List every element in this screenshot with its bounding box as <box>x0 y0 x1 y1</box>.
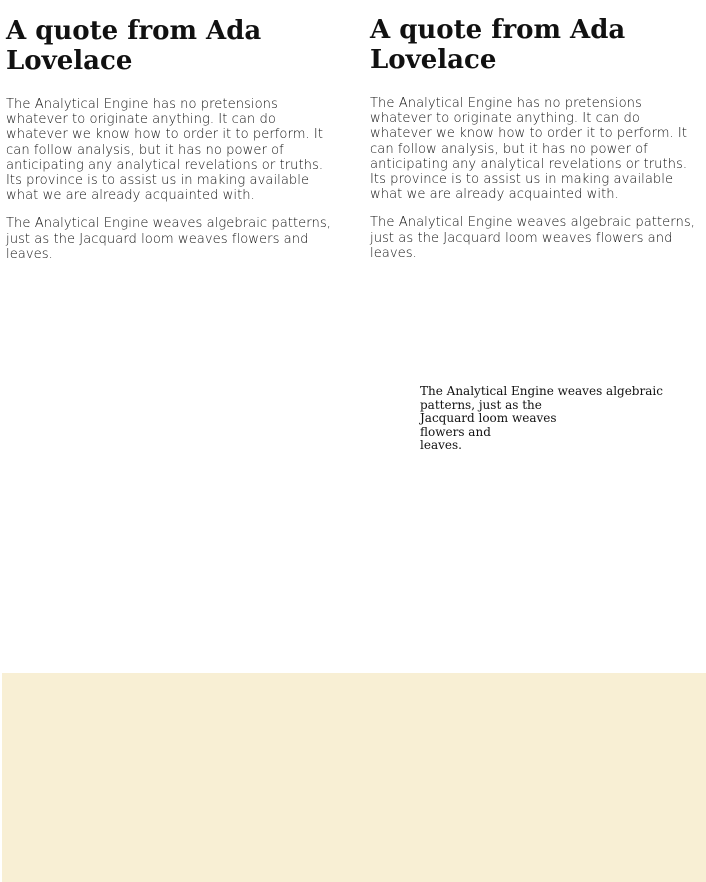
narrow-quote-line: patterns, just as the <box>420 397 542 412</box>
right-quote-paragraph-2: The Analytical Engine weaves algebraic patterns, just as the Jacquard loom weaves flowers and leaves. <box>370 215 695 261</box>
narrow-quote-block <box>420 384 663 453</box>
left-quote-paragraph-2: The Analytical Engine weaves algebraic patterns, just as the Jacquard loom weaves flowers and leaves. <box>6 216 331 262</box>
narrow-quote-line: Jacquard loom weaves <box>420 411 557 426</box>
left-quote-title: A quote from Ada Lovelace <box>6 16 262 76</box>
footer-panel <box>2 673 706 882</box>
narrow-quote-line: leaves. <box>420 438 462 453</box>
left-quote-paragraph-1: The Analytical Engine has no pretensions whatever to originate anything. It can do whatever we know how to order it to perform. It can follow analysis, but it has no power of anticipating any analytical revelations or truths. Its province is to assist us in making available what we are already acquainted with. <box>6 97 324 204</box>
narrow-quote-line: flowers and <box>420 424 491 439</box>
left-quote-column <box>6 0 336 262</box>
right-quote-title: A quote from Ada Lovelace <box>370 15 626 75</box>
right-quote-column <box>370 0 700 261</box>
right-quote-paragraph-1: The Analytical Engine has no pretensions whatever to originate anything. It can do whatever we know how to order it to perform. It can follow analysis, but it has no power of anticipating any analytical revelations or truths. Its province is to assist us in making available what we are already acquainted with. <box>370 96 688 203</box>
narrow-quote-line: The Analytical Engine weaves algebraic <box>420 384 663 398</box>
